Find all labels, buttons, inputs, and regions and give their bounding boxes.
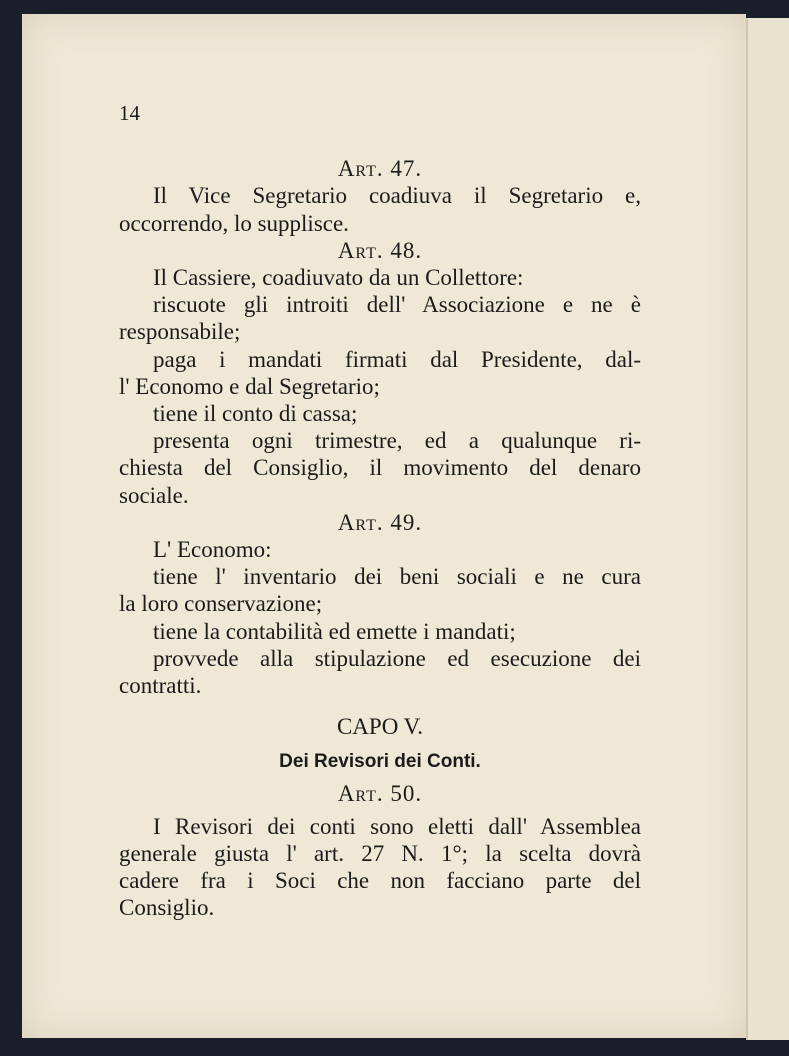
article-49-line: L' Economo: <box>153 537 272 563</box>
article-49-heading: Art. 49. <box>337 509 423 535</box>
article-49-line: provvede alla stipulazione ed esecuzione dei <box>153 645 641 671</box>
article-48-line: riscuote gli introiti dell' Associazione e ne è <box>153 292 641 318</box>
page-number: 14 <box>119 101 140 125</box>
article-47-line: Il Vice Segretario coadiuva il Segretario e, <box>153 183 641 209</box>
article-48-line: presenta ogni trimestre, ed a qualunque ri- <box>153 428 641 454</box>
article-50-line: cadere fra i Soci che non facciano parte del <box>119 868 641 894</box>
article-48-line: responsabile; <box>119 319 241 345</box>
article-48-line: tiene il conto di cassa; <box>153 401 358 427</box>
article-50-line: generale giusta l' art. 27 N. 1°; la scelta dovrà <box>119 841 641 867</box>
article-49-line: contratti. <box>119 673 202 699</box>
article-50-line: Consiglio. <box>119 895 215 921</box>
chapter-subtitle: Dei Revisori dei Conti. <box>279 751 481 773</box>
article-49-line: tiene l' inventario dei beni sociali e ne cura <box>153 564 641 590</box>
article-48-heading: Art. 48. <box>337 237 423 263</box>
article-47-heading: Art. 47. <box>337 156 423 182</box>
article-49-line: tiene la contabilità ed emette i mandati; <box>153 618 516 644</box>
article-49-line: la loro conservazione; <box>119 591 323 617</box>
article-48-line: Il Cassiere, coadiuvato da un Collettore: <box>153 265 524 291</box>
chapter-title: CAPO V. <box>336 714 424 740</box>
article-50-heading: Art. 50. <box>337 780 423 806</box>
article-48-line: l' Economo e dal Segretario; <box>119 373 380 399</box>
article-48-line: sociale. <box>119 482 189 508</box>
page-text <box>119 100 641 922</box>
article-48-line: paga i mandati firmati dal Presidente, dal- <box>153 346 641 372</box>
facing-page-edge <box>746 18 789 1040</box>
article-50-line: I Revisori dei conti sono eletti dall' Assemblea <box>153 813 641 839</box>
article-47-line: occorrendo, lo supplisce. <box>119 210 349 236</box>
article-48-line: chiesta del Consiglio, il movimento del denaro <box>119 455 641 481</box>
